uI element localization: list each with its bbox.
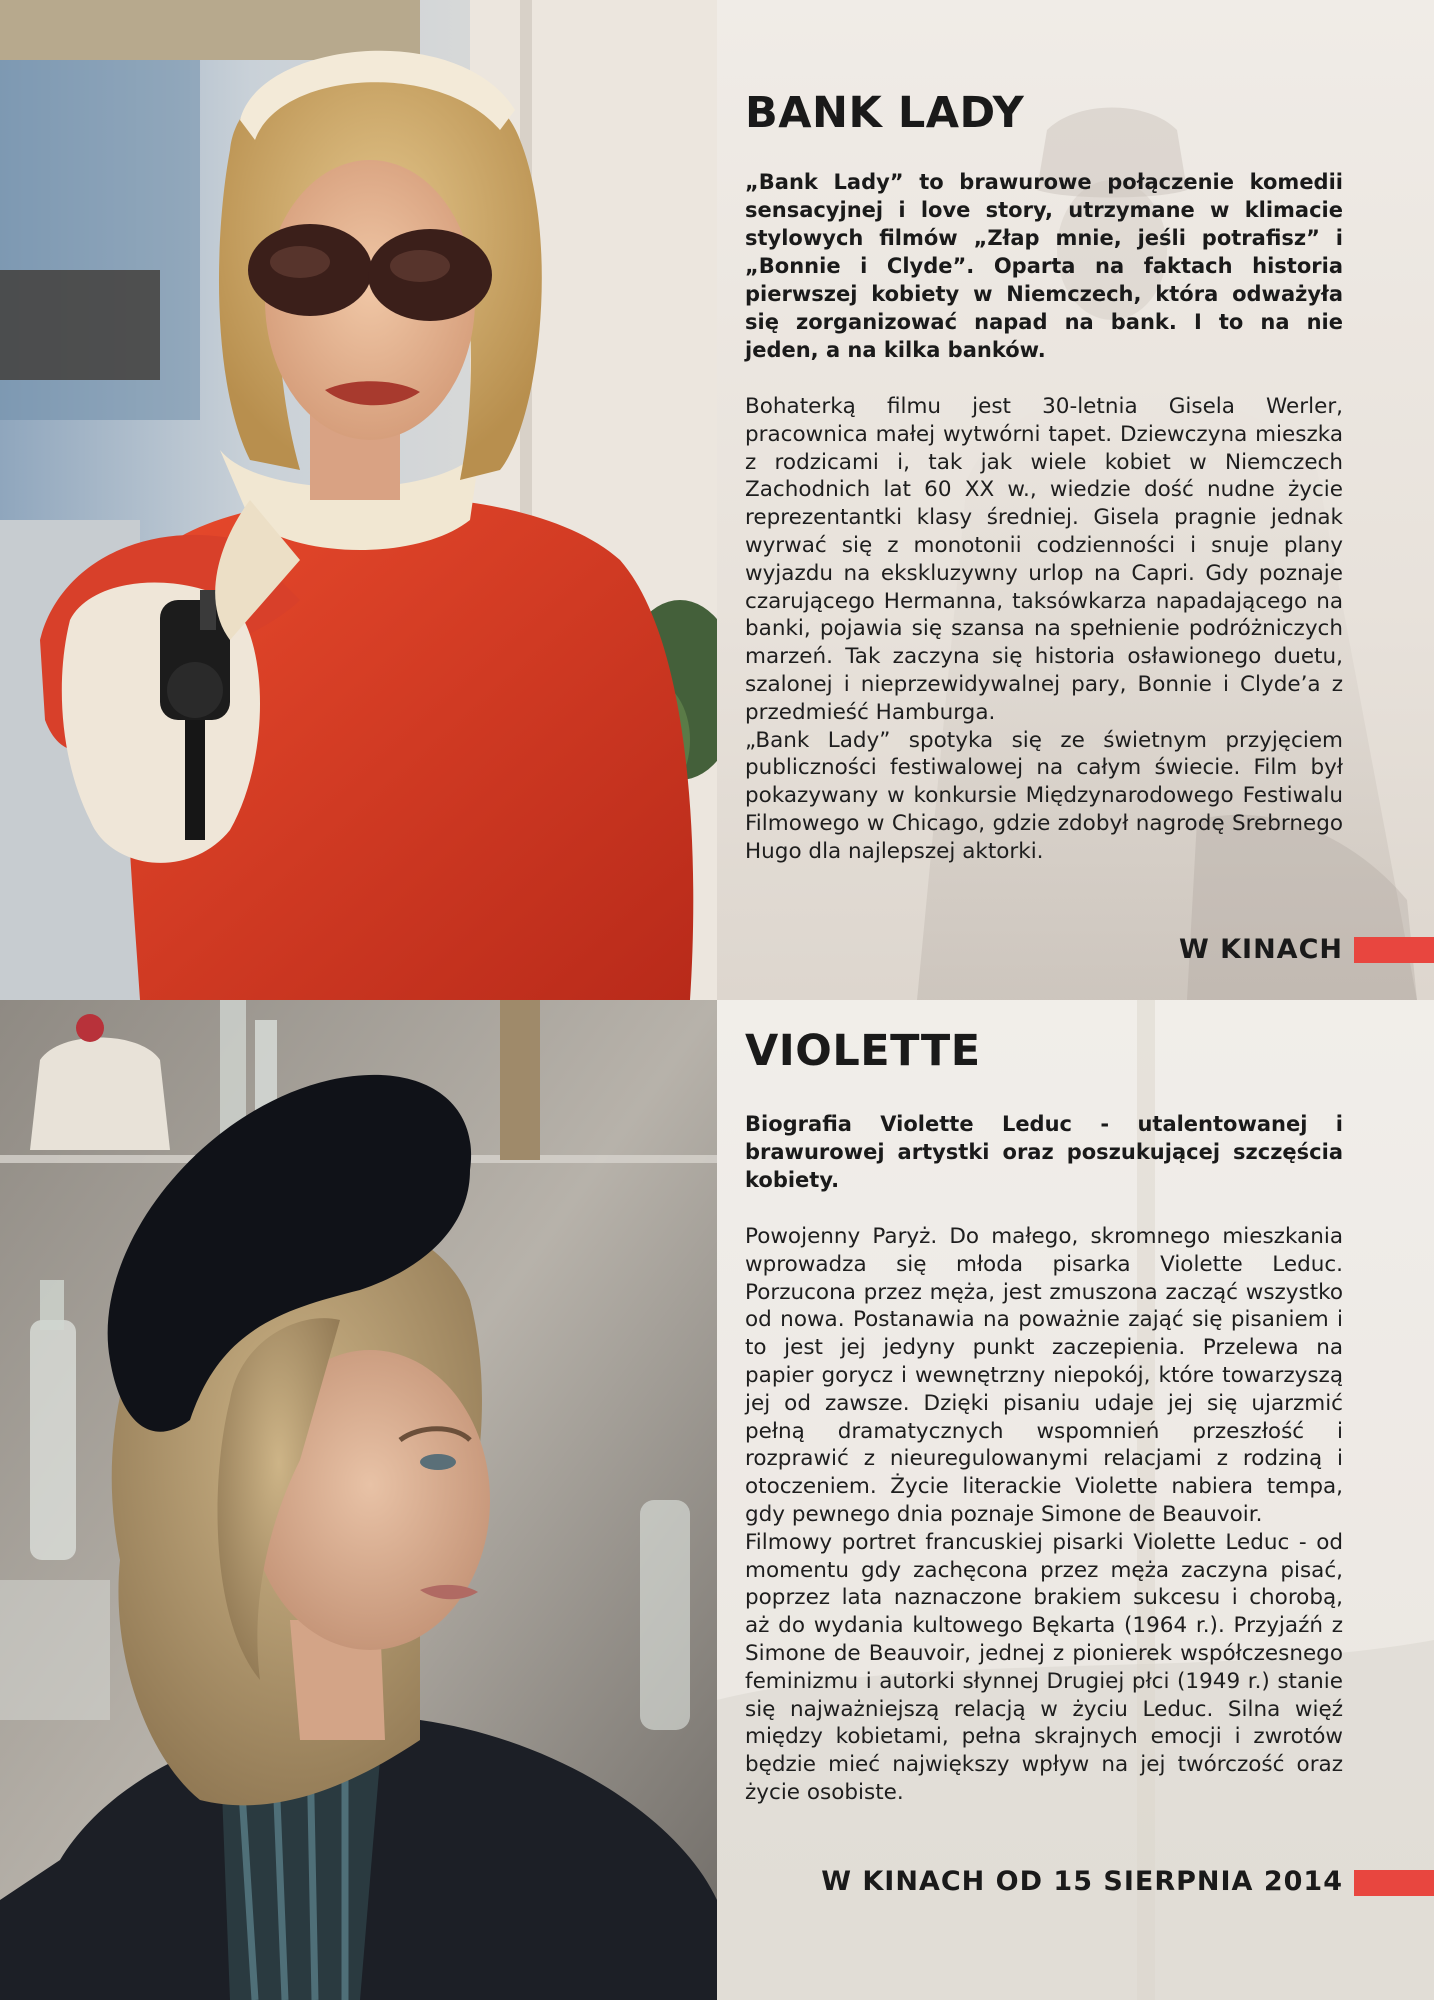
- accent-bar: [1354, 937, 1434, 963]
- film-description-paragraph: Bohaterką filmu jest 30-letnia Gisela Werler, pracownica małej wytwórni tapet. Dziewczyna mieszka z rodzicami i, tak jak wiele kobiet w Niemczech Zachodnich lat 60 XX w., wiedzie dość nudne życie reprezentantki klasy średniej. Gisela pragnie jednak wyrwać się z monotonii codzienności i snuje plany wyjazdu na ekskluzywny urlop na Capri. Gdy poznaje czarującego Hermanna, taksówkarza napadającego na banki, pojawia się szansa na spełnienie podróżniczych marzeń. Tak zaczyna się historia osławionego duetu, szalonej i nieprzewidywalnej pary, Bonnie i Clyde’a z przedmieść Hamburga.: [745, 394, 1343, 725]
- film-section-violette: [0, 1000, 1434, 2000]
- film-description-paragraph: Filmowy portret francuskiej pisarki Violette Leduc - od momentu gdy zachęcona przez męża zaczyna pisać, poprzez lata naznaczone brakiem sukcesu i chorobą, aż do wydania kultowego Bękarta (1964 r.). Przyjaźń z Simone de Beauvoir, jednej z pionierek współczesnego feminizmu i autorki słynnej Drugiej płci (1949 r.) stanie się najważniejszą relacją w życiu Leduc. Silna więź między kobietami, pełna skrajnych emocji i zwrotów będzie mieć największy wpływ na jej twórczość oraz życie osobiste.: [745, 1529, 1343, 1805]
- violette-photo: [0, 1000, 717, 2000]
- violette-text-column: [745, 1026, 1343, 1807]
- release-info: W KINACH: [1178, 934, 1343, 965]
- film-description-paragraph: Powojenny Paryż. Do małego, skromnego mieszkania wprowadza się młoda pisarka Violette Leduc. Porzucona przez męża, jest zmuszona zacząć wszystko od nowa. Postanawia na poważnie zająć się pisaniem i to jest jej jedyny punkt zaczepienia. Przelewa na papier gorycz i wewnętrzny niepokój, które towarzyszą jej od zawsze. Dzięki pisaniu udaje jej się ujarzmić pełną dramatycznych wspomnień przeszłość i rozprawić z nieuregulowanymi relacjami z rodziną i otoczeniem. Życie literackie Violette nabiera tempa, gdy pewnego dnia poznaje Simone de Beauvoir.: [745, 1224, 1343, 1527]
- release-info: W KINACH OD 15 SIERPNIA 2014: [821, 1866, 1343, 1897]
- film-lead: „Bank Lady” to brawurowe połączenie komedii sensacyjnej i love story, utrzymane w klimacie stylowych filmów „Złap mnie, jeśli potrafisz” i „Bonnie i Clyde”. Oparta na faktach historia pierwszej kobiety w Niemczech, która odważyła się zorganizować napad na bank. I to na nie jeden, a na kilka banków.: [745, 170, 1343, 362]
- bank-lady-photo: [0, 0, 717, 1000]
- film-title: VIOLETTE: [745, 1026, 981, 1076]
- film-lead: Biografia Violette Leduc - utalentowanej i brawurowej artystki oraz poszukującej szczęścia kobiety.: [745, 1112, 1343, 1192]
- woman-in-beret-illustration: [0, 1000, 717, 2000]
- accent-bar: [1354, 1870, 1434, 1896]
- woman-with-revolver-illustration: [0, 0, 717, 1000]
- film-title: BANK LADY: [745, 88, 1025, 138]
- bank-lady-text-column: [745, 88, 1343, 866]
- film-description-paragraph: „Bank Lady” spotyka się ze świetnym przyjęciem publiczności festiwalowej na całym świecie. Film był pokazywany w konkursie Międzynarodowego Festiwalu Filmowego w Chicago, gdzie zdobył nagrodę Srebrnego Hugo dla najlepszej aktorki.: [745, 727, 1343, 864]
